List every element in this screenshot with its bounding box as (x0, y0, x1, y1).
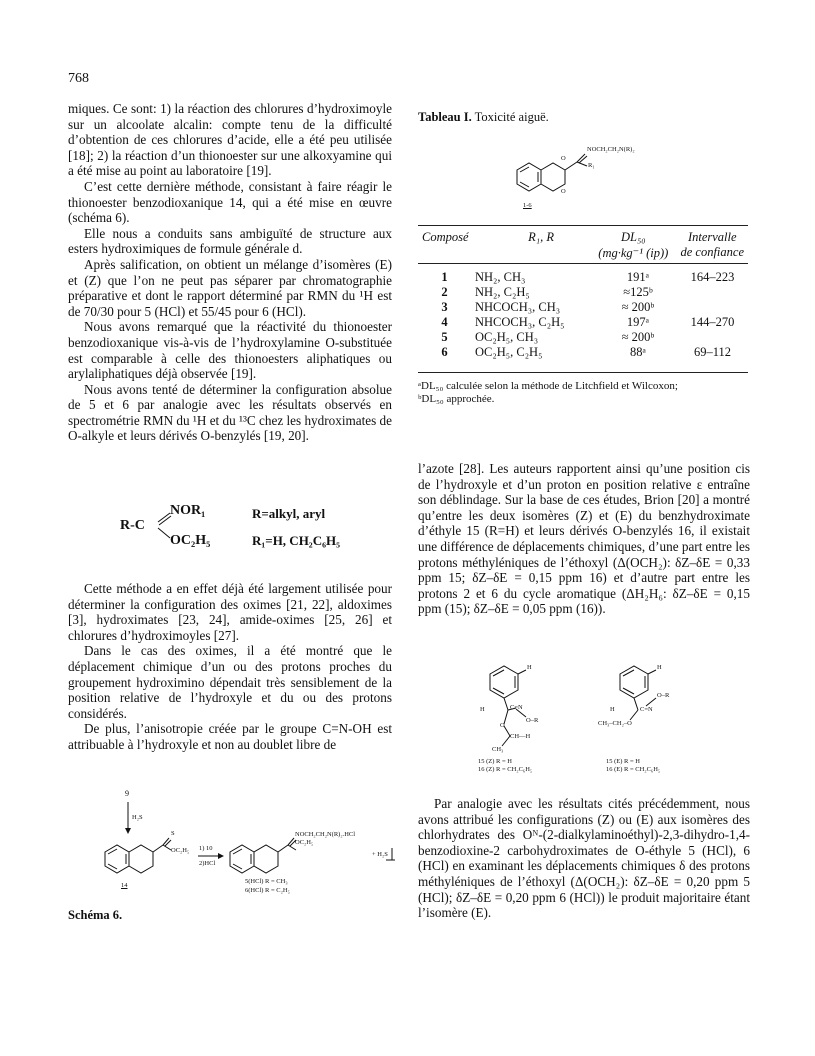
scheme-byproduct: + H₂S (372, 851, 388, 858)
table-title (418, 110, 549, 125)
paragraph: C’est cette dernière méthode, consistant à faire réagir le thionoester benzodioxanique 14, qui a été mise en œuvre (schéma 6). (68, 178, 392, 226)
cell-r: NHCOCH₃, C₂H₅ (475, 315, 565, 329)
cell-r: NH₂, CH₃ (475, 270, 526, 284)
cell-dl50: ≈125ᵇ (623, 285, 653, 299)
table-structure (495, 138, 725, 216)
cell-r: OC₂H₅, C₂H₅ (475, 345, 543, 359)
cell-interval (677, 285, 748, 300)
iso-h-label: H (610, 706, 615, 713)
dl50-label: DL₅₀ (620, 230, 646, 244)
formula-rc: R-C (120, 518, 145, 533)
iso-o-label: O (500, 722, 505, 729)
iso-cn-label: C=N (640, 706, 653, 713)
cell-interval (677, 330, 748, 345)
scheme-s-label: S (171, 830, 175, 837)
interval-sub: de confiance (680, 245, 744, 259)
cell-compound: 6 (441, 345, 448, 359)
iso-ch3-label: CH₃ (492, 746, 504, 753)
paragraph: Dans le cas des oximes, il a été montré que le déplacement chimique d’un ou des protons proches du groupement hydroximino dépendait très sensiblement de la position relative de l’hydroxyle et du ou des protons considérés. (68, 643, 392, 721)
table-title-text: Toxicité aiguë. (474, 110, 549, 124)
iso-h-label: H (480, 706, 485, 713)
cell-r: OC₂H₅, CH₃ (475, 330, 539, 344)
cell-interval (677, 300, 748, 315)
right-column-text (418, 461, 750, 617)
cell-dl50: 191ᵃ (626, 270, 650, 284)
iso-or-label: O–R (526, 717, 539, 724)
scheme-product-6: 6(HCl) R = C₂H₅ (245, 887, 290, 894)
struct-label: 1-6 (523, 202, 532, 209)
toxicity-table (418, 230, 748, 261)
table-row (418, 345, 748, 360)
cell-r: NHCOCH₃, CH₃ (475, 300, 561, 314)
paragraph: Après salification, on obtient un mélange d’isomères (E) et (Z) que l’on ne peut pas séparer par chromatographie préparative et dont le rapport déterminé par RMN du ¹H est de 70/30 pour 5 (HCl) et 55/45 pour 6 (HCl). (68, 256, 392, 319)
cell-compound: 3 (441, 300, 448, 314)
scheme-oet-label: OC₂H₅ (171, 847, 190, 854)
general-formula (110, 498, 410, 558)
left-column-text (68, 101, 392, 444)
right-column-text-2 (418, 796, 750, 921)
table-row (418, 300, 748, 315)
scheme-step2: 2)HCl (199, 860, 216, 867)
struct-o-label: O (561, 155, 566, 162)
footnote-b: ᵇDL₅₀ approchée. (418, 393, 495, 405)
iso-e16: 16 (E) R = CH₂C₆H₅ (606, 766, 661, 773)
iso-chh-label: CH—H (510, 733, 531, 740)
cell-interval: 69–112 (693, 345, 732, 359)
isomer-drawing (470, 662, 750, 772)
dl50-unit: (mg·kg⁻¹ (ip)) (598, 246, 669, 260)
scheme-product-oet: OC₂H₅ (295, 839, 314, 846)
cell-dl50: 197ᵃ (626, 315, 650, 329)
struct-chain: NOCH₂CH₂N(R)₂ (587, 146, 635, 153)
table-footnotes (418, 380, 753, 406)
iso-ethoxy-label: CH₃–CH₂–O (598, 720, 632, 727)
cell-dl50: ≈ 200ᵇ (621, 330, 655, 344)
table (418, 230, 748, 261)
col-header-r: R₁, R (528, 230, 555, 244)
cell-interval: 164–223 (690, 270, 735, 284)
cell-compound: 2 (441, 285, 448, 299)
formula-def-r: R=alkyl, aryl (252, 506, 326, 521)
cell-interval: 144–270 (690, 315, 735, 329)
page-number: 768 (68, 71, 89, 86)
formula-oet: OC₂H₅ (170, 533, 211, 548)
iso-cn-label: C=N (510, 704, 523, 711)
iso-z15: 15 (Z) R = H (478, 758, 512, 765)
left-column-text-2 (68, 581, 392, 753)
cell-compound: 4 (441, 315, 448, 329)
isomer-structures (470, 662, 750, 772)
table-row (418, 285, 748, 300)
paragraph: Par analogie avec les résultats cités précédemment, nous avons attribué les configurations (Z) ou (E) aux isomères des chlorhydrates des Oᴺ-(2-dialkylaminoéthyl)-2,3-dihydro-1,4-benzodioxine-2 carbohydroximates de O-éthyle 5 (HCl), 6 (HCl) en examinant les déplacements chimiques δ des protons méthyléniques de l’éthoxyl (Δ(OCH₂): δZ–δE = 0,20 ppm 5 (HCl); δZ–δE = 0,20 ppm 6 (HCl)) le produit majoritaire étant l’isomère (E). (418, 796, 750, 921)
formula-def-r1: R₁=H, CH₂C₆H₅ (252, 533, 340, 548)
cell-dl50: 88ᵃ (630, 345, 646, 359)
cell-compound: 5 (441, 330, 448, 344)
paragraph: Elle nous a conduits sans ambiguïté de structure aux esters hydroximiques de formule générale d. (68, 225, 392, 257)
iso-h-label: H (657, 664, 662, 671)
scheme-h2s-label: H₂S (132, 814, 143, 821)
formula-nor: NOR₁ (170, 503, 206, 518)
paragraph: miques. Ce sont: 1) la réaction des chlorures d’hydroximoyle sur un alcoolate alcalin: compte tenu de la difficulté d’obtention de ces chlorures d’acide, elle a été peu utilisée [18]; 2) la réaction d’un thionoester sur une alkoxyamine qui a été mise au point au laboratoire [19]. (68, 101, 392, 179)
iso-e15: 15 (E) R = H (606, 758, 640, 765)
scheme-product-chain: NOCH₂CH₂N(R)₂.HCl (295, 831, 356, 838)
paragraph: l’azote [28]. Les auteurs rapportent ainsi qu’une position cis de l’hydroxyle et d’un proton en position relative ε entraîne son déblindage. Sur la base de ces études, Brion [20] a montré qu’entre les deux isomères (Z) et (E) du benzhydroximate d’éthyle 15 (R=H) et leurs dérivés O-benzylés 16, il existait une différence de déplacements chimiques, d’une part entre les protons méthyléniques de l’éthoxyl (Δ(OCH₂): δZ–δE = 0,33 ppm 15; δZ–δE = 0,15 ppm 16) et d’autre part entre les protons 2 et 6 du cycle aromatique (ΔH₂H₆: δZ–δE = 0,15 ppm (15); δZ–δE = 0,05 ppm (16)). (418, 461, 750, 617)
col-header-interval (676, 230, 748, 261)
paragraph: De plus, l’anisotropie créée par le groupe C=N-OH est attribuable à l’hydroxyle et non au doublet libre de (68, 721, 392, 752)
iso-z16: 16 (Z) R = CH₂C₆H₅ (478, 766, 533, 773)
scheme-caption: Schéma 6. (68, 908, 123, 922)
table-title-label: Tableau I. (418, 110, 472, 124)
table-row (418, 315, 748, 330)
table-header-row (418, 230, 748, 261)
table-row (418, 330, 748, 345)
cell-r: NH₂, C₂H₅ (475, 285, 530, 299)
col-header-compose: Composé (422, 230, 469, 244)
paragraph: Cette méthode a en effet déjà été largement utilisée pour déterminer la configuration des oximes [21, 22], aldoximes [3], hydroximates [23, 24], amide-oximes [25, 26] et chlorures d’hydroximoyles [27]. (68, 581, 392, 643)
cell-compound: 1 (441, 270, 448, 284)
paragraph: Nous avons remarqué que la réactivité du thionoester benzodioxanique vis-à-vis de l’hydroxylamine O-substituée est comparable à celle des thionoesters aliphatiques ou arylaliphatiques déjà observée [19]. (68, 319, 392, 382)
table-row (418, 270, 748, 285)
struct-o-label: O (561, 188, 566, 195)
iso-h-label: H (527, 664, 532, 671)
scheme-reagent-number: 9 (125, 789, 129, 798)
paragraph: Nous avons tenté de déterminer la configuration absolue de 5 et 6 par analogie avec les résultats observés en spectrométrie RMN du ¹H et du ¹³C chez les hydroximates de O-alkyle et leurs dérivés O-benzylés [19, 20]. (68, 381, 392, 444)
table-body (418, 270, 748, 360)
interval-label: Intervalle (687, 230, 737, 244)
footnote-a: ᵃDL₅₀ calculée selon la méthode de Litchfield et Wilcoxon; (418, 380, 678, 392)
iso-or-label: O–R (657, 692, 670, 699)
cell-dl50: ≈ 200ᵇ (621, 300, 655, 314)
toxicity-table-body (418, 270, 748, 360)
scheme-compound-14: 14 (121, 882, 128, 889)
scheme-step1: 1) 10 (199, 845, 213, 852)
scheme-product-5: 5(HCl) R = CH₃ (245, 878, 288, 885)
scheme-6 (95, 790, 415, 900)
col-header-dl50 (590, 230, 676, 261)
struct-r1: R₁ (588, 162, 595, 169)
